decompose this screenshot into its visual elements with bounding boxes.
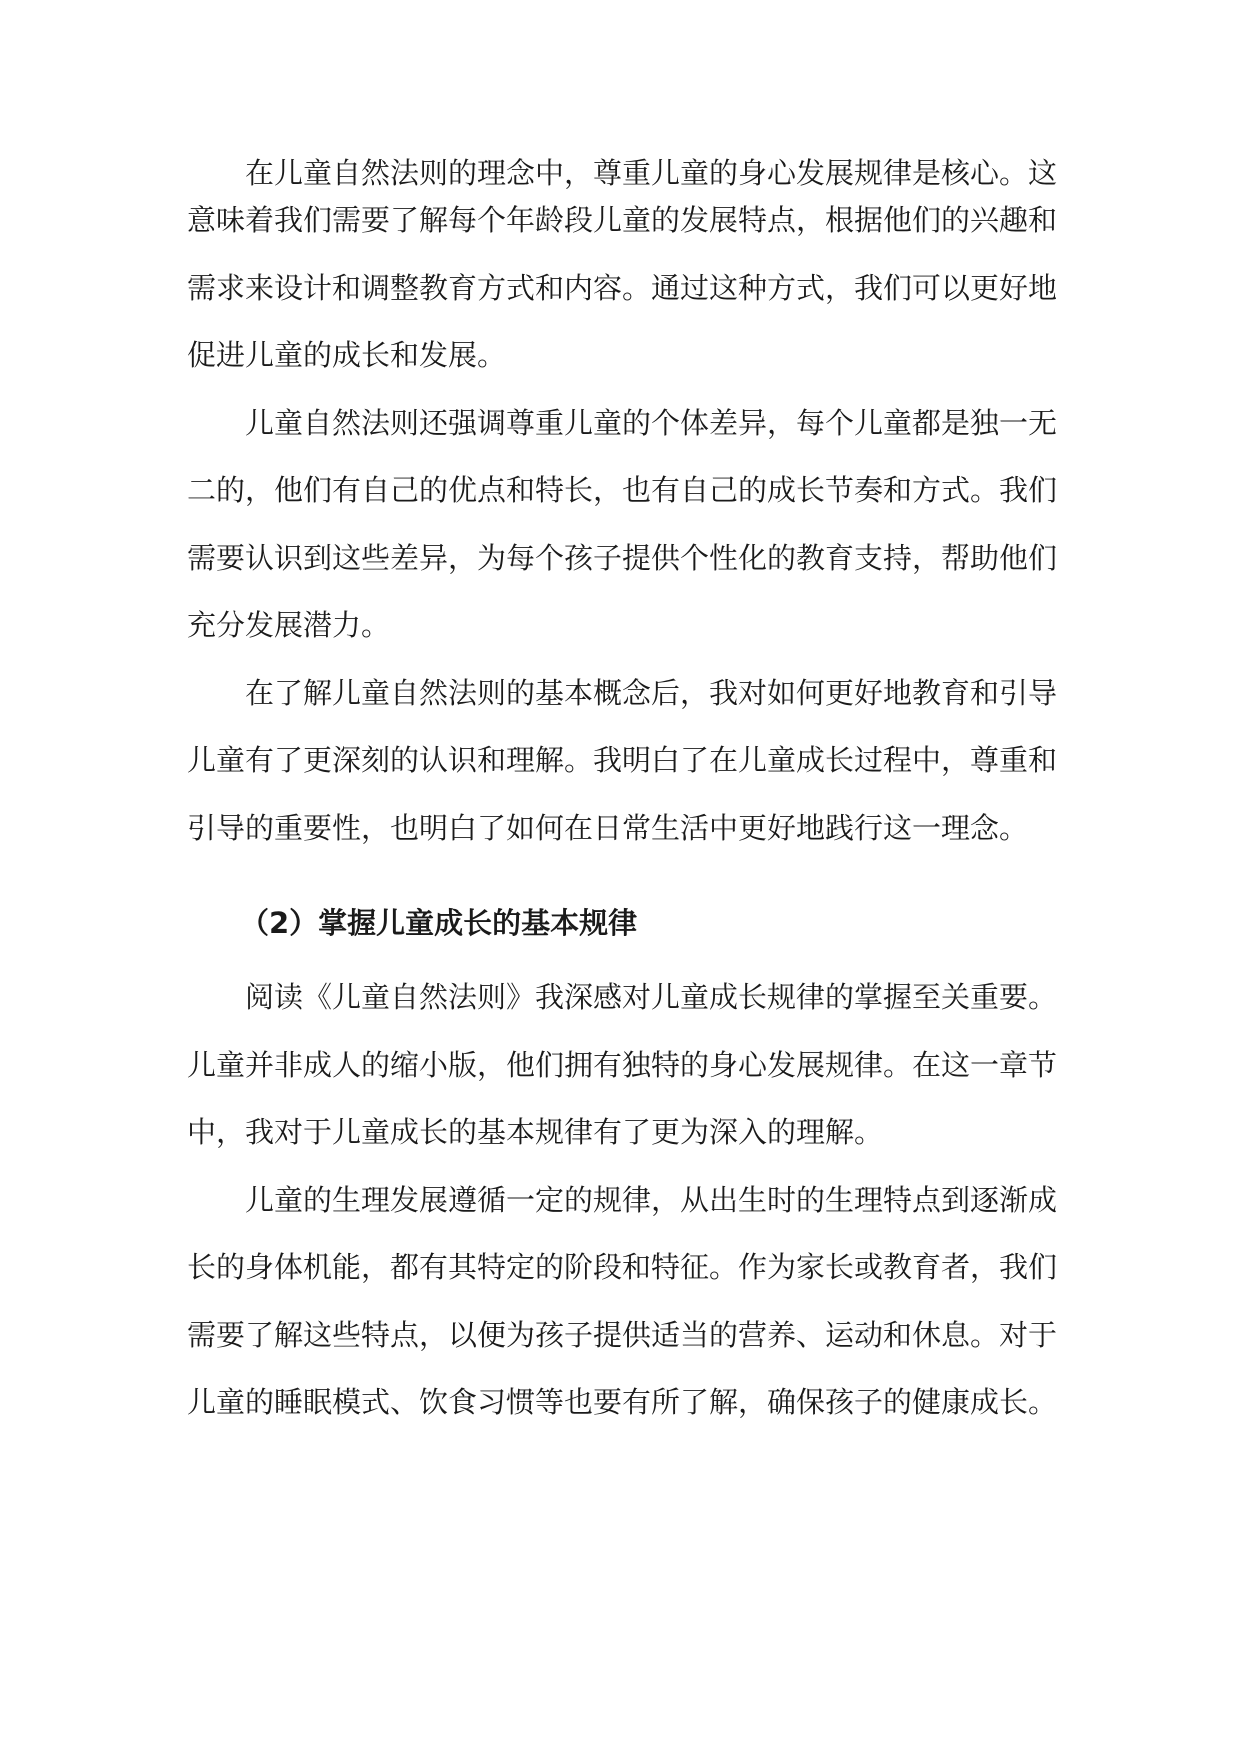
- paragraph-1-line-3: 需求来设计和调整教育方式和内容。通过这种方式，我们可以更好地: [187, 271, 1058, 305]
- section-heading: （2）掌握儿童成长的基本规律: [240, 906, 638, 940]
- paragraph-2-line-3: 需要认识到这些差异，为每个孩子提供个性化的教育支持，帮助他们: [187, 541, 1058, 575]
- paragraph-1-line-2: 意味着我们需要了解每个年龄段儿童的发展特点，根据他们的兴趣和: [187, 203, 1058, 237]
- paragraph-2-line-4: 充分发展潜力。: [187, 608, 391, 642]
- paragraph-5-line-4: 儿童的睡眠模式、饮食习惯等也要有所了解，确保孩子的健康成长。: [187, 1385, 1058, 1419]
- paragraph-2-line-2: 二的，他们有自己的优点和特长，也有自己的成长节奏和方式。我们: [187, 473, 1058, 507]
- paragraph-2-line-1: 儿童自然法则还强调尊重儿童的个体差异，每个儿童都是独一无: [245, 406, 1058, 440]
- paragraph-4-line-1: 阅读《儿童自然法则》我深感对儿童成长规律的掌握至关重要。: [245, 980, 1058, 1014]
- paragraph-4-line-2: 儿童并非成人的缩小版，他们拥有独特的身心发展规律。在这一章节: [187, 1048, 1058, 1082]
- paragraph-5-line-3: 需要了解这些特点，以便为孩子提供适当的营养、运动和休息。对于: [187, 1318, 1058, 1352]
- paragraph-5-line-1: 儿童的生理发展遵循一定的规律，从出生时的生理特点到逐渐成: [245, 1183, 1058, 1217]
- paragraph-3-line-3: 引导的重要性，也明白了如何在日常生活中更好地践行这一理念。: [187, 811, 1029, 845]
- paragraph-1-line-4: 促进儿童的成长和发展。: [187, 338, 507, 372]
- paragraph-4-line-3: 中，我对于儿童成长的基本规律有了更为深入的理解。: [187, 1115, 884, 1149]
- paragraph-3-line-1: 在了解儿童自然法则的基本概念后，我对如何更好地教育和引导: [245, 676, 1058, 710]
- paragraph-1-line-1: 在儿童自然法则的理念中，尊重儿童的身心发展规律是核心。这: [245, 156, 1058, 190]
- paragraph-5-line-2: 长的身体机能，都有其特定的阶段和特征。作为家长或教育者，我们: [187, 1250, 1058, 1284]
- paragraph-3-line-2: 儿童有了更深刻的认识和理解。我明白了在儿童成长过程中，尊重和: [187, 743, 1058, 777]
